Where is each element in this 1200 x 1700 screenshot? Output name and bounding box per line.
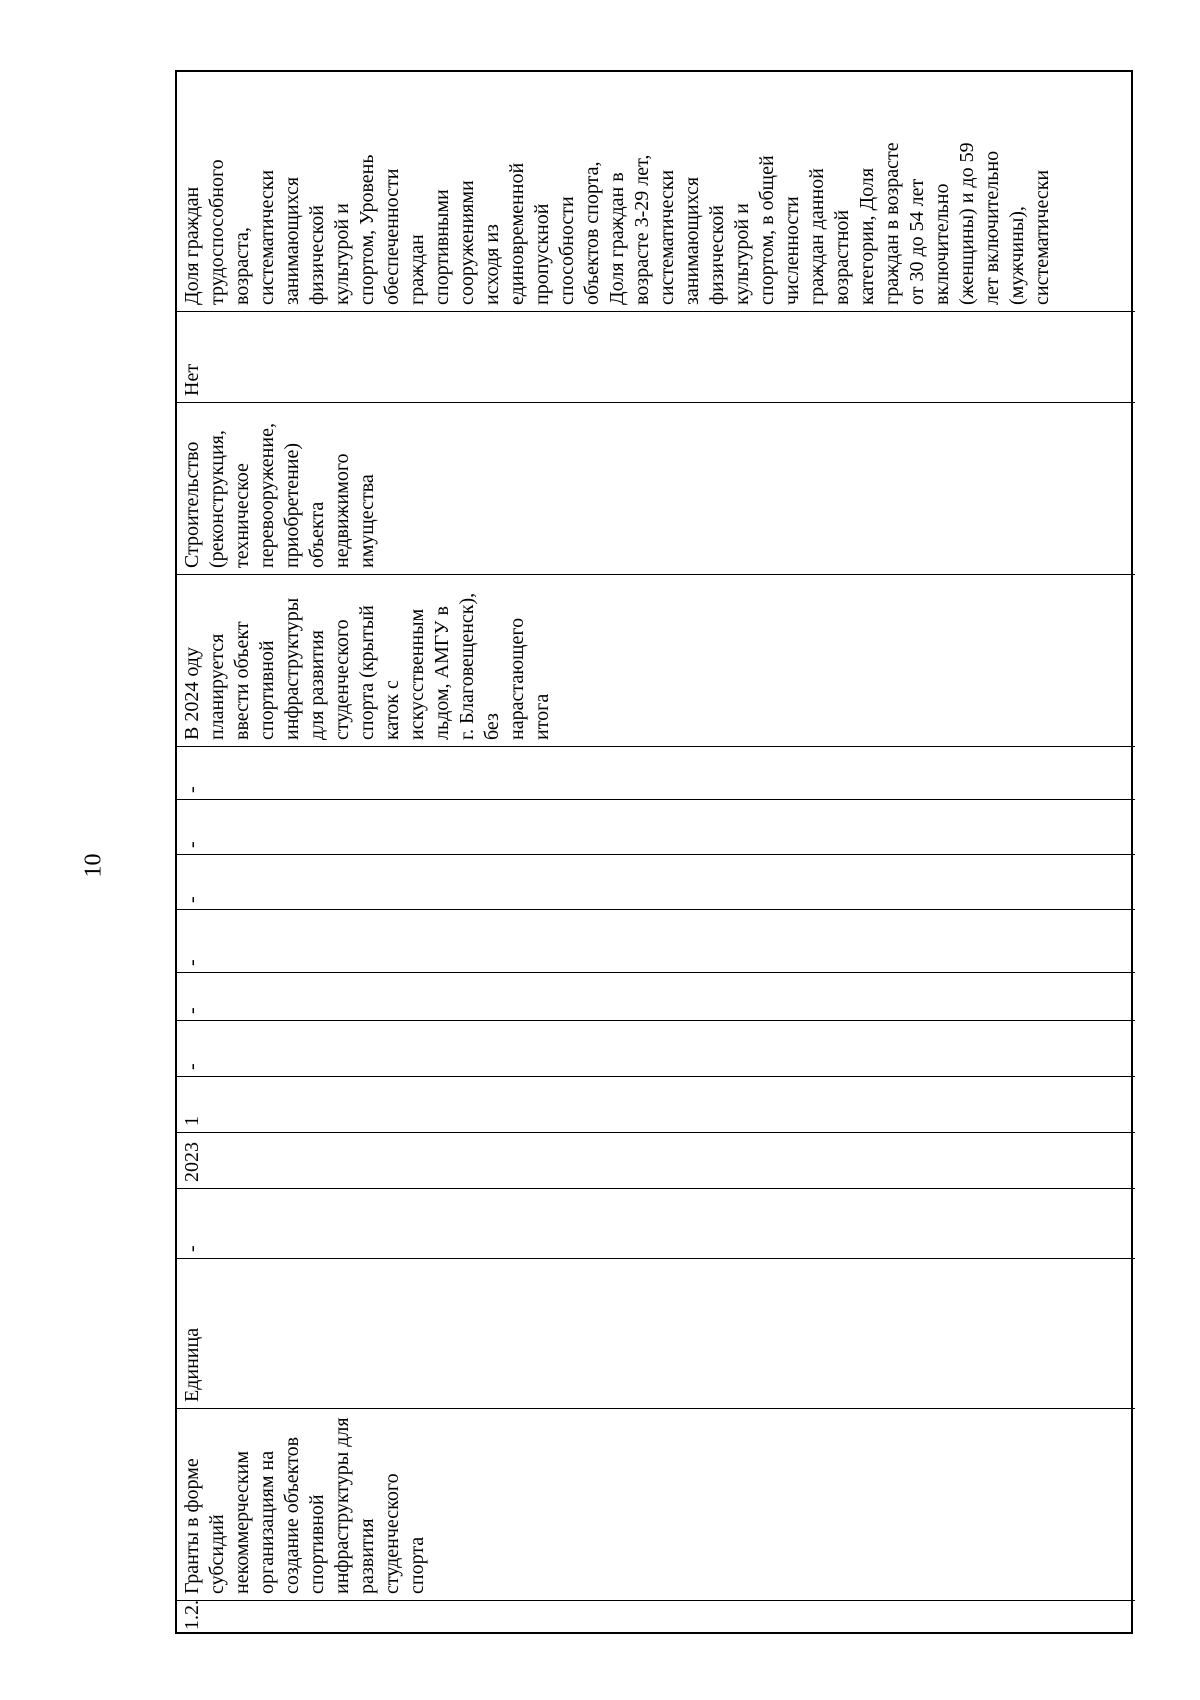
relation-flag: Нет [181, 363, 203, 396]
row-number-column [177, 1600, 1135, 1636]
relation-column [177, 311, 1135, 402]
linked-indicators: Доля граждан трудоспособного возраста, систематически занимающихся физической культурой и спортом, Уровень обеспеченности граждан спортивными сооружениями исходя из единовременной пропускной способности объектов спорта, Доля граждан в возрасте 3-29 лет, систематически занимающихся физической культурой и спортом, в общей численности граждан данной возрастной категории, Доля граждан в возрасте от 30 до 54 лет включительно (женщины) и до 59 лет включительно (мужчины), систематически [181, 142, 1053, 305]
value-column-6 [177, 799, 1135, 854]
row-number: 1.2. [181, 1600, 203, 1630]
value-cell: 1 [181, 1116, 203, 1126]
value-cell: - [181, 1063, 203, 1070]
value-column-1 [177, 1076, 1135, 1132]
value-cell: - [181, 896, 203, 903]
result-type-column [177, 402, 1135, 574]
value-column-7 [177, 746, 1135, 799]
value-cell: - [181, 786, 203, 793]
value-cell: - [181, 841, 203, 848]
result-type: Строительство (реконструкция, техническое перевооружение, приобретение) объекта недвижимого имущества [181, 423, 378, 568]
value-cell: - [181, 959, 203, 966]
results-table [175, 70, 1133, 1634]
unit-column [177, 1258, 1135, 1408]
name-column [177, 1408, 1135, 1600]
result-description: В 2024 оду планируется ввести объект спортивной инфраструктуры для развития студенческого спорта (крытый каток с искусственным льдом, АМГУ в г. Благовещенск), без нарастающего итога [181, 592, 553, 740]
base-value: - [181, 1245, 203, 1252]
value-cell: - [181, 1007, 203, 1014]
indicators-column [177, 72, 1135, 311]
value-column-4 [177, 909, 1135, 972]
value-column-2 [177, 1020, 1135, 1076]
base-value-column [177, 1188, 1135, 1258]
base-year-column [177, 1132, 1135, 1188]
value-column-5 [177, 854, 1135, 909]
base-year: 2023 [181, 1142, 203, 1182]
page-number: 10 [80, 853, 107, 878]
value-column-3 [177, 972, 1135, 1020]
description-column [177, 574, 1135, 746]
unit-of-measure: Единица [181, 1327, 203, 1402]
result-name: Гранты в форме субсидий некоммерческим организациям на создание объектов спортивной инфраструктуры для развития студенческого спорта [181, 1417, 428, 1594]
